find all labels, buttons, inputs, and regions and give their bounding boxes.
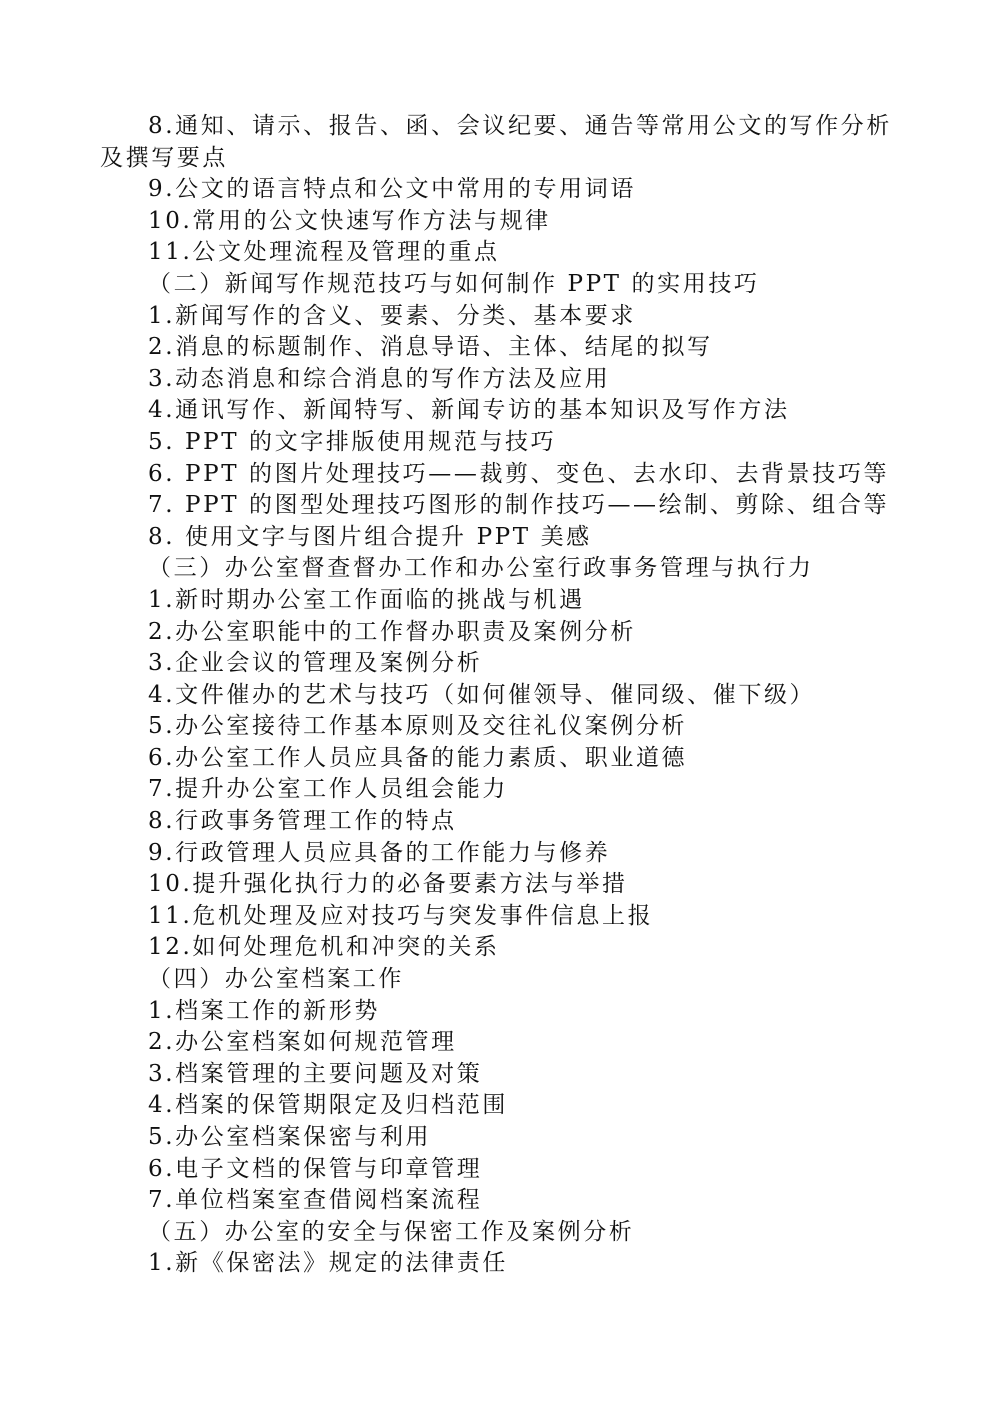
- list-item: 10.常用的公文快速写作方法与规律: [148, 207, 551, 234]
- list-item: 7.单位档案室查借阅档案流程: [148, 1187, 483, 1214]
- list-item: 10.提升强化执行力的必备要素方法与举措: [148, 871, 628, 898]
- list-item: 3.档案管理的主要问题及对策: [148, 1060, 483, 1087]
- list-item: 3.动态消息和综合消息的写作方法及应用: [148, 365, 611, 392]
- list-item: 3.企业会议的管理及案例分析: [148, 650, 483, 677]
- list-item: 11.危机处理及应对技巧与突发事件信息上报: [148, 902, 654, 929]
- list-item: 9.公文的语言特点和公文中常用的专用词语: [148, 176, 636, 203]
- list-item: 8.行政事务管理工作的特点: [148, 808, 457, 835]
- list-item: 4.通讯写作、新闻特写、新闻专访的基本知识及写作方法: [148, 397, 790, 424]
- list-item: 7.提升办公室工作人员组会能力: [148, 776, 508, 803]
- section-heading: （二）新闻写作规范技巧与如何制作 PPT 的实用技巧: [148, 270, 760, 297]
- list-item: 9.行政管理人员应具备的工作能力与修养: [148, 839, 611, 866]
- list-item: 8. 使用文字与图片组合提升 PPT 美感: [148, 523, 592, 550]
- list-item: 2.办公室职能中的工作督办职责及案例分析: [148, 618, 636, 645]
- list-item: 1.新《保密法》规定的法律责任: [148, 1250, 508, 1277]
- list-item: 4.文件催办的艺术与技巧（如何催领导、催同级、催下级）: [148, 681, 816, 708]
- list-item: 6. PPT 的图片处理技巧——裁剪、变色、去水印、去背景技巧等: [148, 460, 890, 487]
- list-item: 12.如何处理危机和冲突的关系: [148, 934, 500, 961]
- list-item: 1.新闻写作的含义、要素、分类、基本要求: [148, 302, 636, 329]
- list-item: 1.档案工作的新形势: [148, 997, 380, 1024]
- list-item: 2.办公室档案如何规范管理: [148, 1029, 457, 1056]
- list-item: 5.办公室档案保密与利用: [148, 1124, 432, 1150]
- section-heading: （五）办公室的安全与保密工作及案例分析: [148, 1218, 635, 1245]
- list-item-wrapped: 8.通知、请示、报告、函、会议纪要、通告等常用公文的写作分析及撰写要点: [100, 113, 892, 171]
- list-item: 6.电子文档的保管与印章管理: [148, 1155, 483, 1182]
- list-item: 2.消息的标题制作、消息导语、主体、结尾的拟写: [148, 334, 713, 361]
- list-item: 11.公文处理流程及管理的重点: [148, 239, 500, 266]
- list-item: 5. PPT 的文字排版使用规范与技巧: [148, 428, 557, 455]
- list-item: 6.办公室工作人员应具备的能力素质、职业道德: [148, 744, 688, 771]
- section-heading: （三）办公室督查督办工作和办公室行政事务管理与执行力: [148, 555, 814, 582]
- list-item: 1.新时期办公室工作面临的挑战与机遇: [148, 586, 585, 613]
- section-heading: （四）办公室档案工作: [148, 966, 404, 993]
- list-item: 7. PPT 的图型处理技巧图形的制作技巧——绘制、剪除、组合等: [148, 492, 890, 519]
- list-item: 4.档案的保管期限定及归档范围: [148, 1092, 508, 1119]
- document-body: [100, 111, 900, 1280]
- list-item: 5.办公室接待工作基本原则及交往礼仪案例分析: [148, 713, 688, 740]
